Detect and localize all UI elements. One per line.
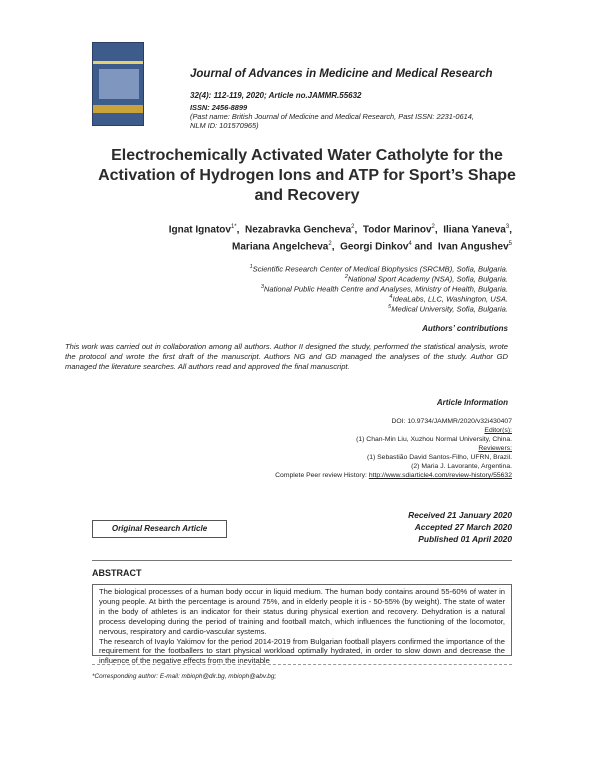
reviewer-entry: (1) Sebastião David Santos-Filho, UFRN, Brazil.: [366, 454, 512, 461]
journal-name: Journal of Advances in Medicine and Medical Research: [190, 68, 493, 80]
article-info-heading: Article Information: [436, 398, 508, 407]
affiliation: $^2$National Sport Academy (NSA), Sofia, Bulgaria.: [344, 274, 508, 284]
author-name: Ignat Ignatov: [168, 224, 231, 236]
review-history-link[interactable]: http://www.sdiarticle4.com/review-history/55632: [368, 472, 512, 479]
contributions-text: This work was carried out in collaboration among all authors. Author II designed the study, performed the statistical analysis, wrote the protocol and wrote the first draft of the manuscript. Authors NG and GD managed the analyses of the study. Author GD managed the literature searches. All authors read and approved the final manuscript.: [65, 342, 508, 371]
doi: DOI: 10.9734/JAMMR/2020/v32i430407: [391, 418, 512, 425]
editors-label: Editor(s):: [484, 427, 512, 434]
author-name: Todor Marinov: [362, 224, 432, 236]
affiliation: $^1$Scientific Research Center of Medical Biophysics (SRCMB), Sofia, Bulgaria.: [249, 264, 508, 274]
footnote-divider: [92, 664, 512, 665]
issn: ISSN: 2456-8899: [190, 103, 248, 112]
divider: [92, 560, 512, 561]
review-history: [240, 472, 512, 481]
abstract-box: [92, 584, 512, 666]
affiliation: $^4$IdeaLabs, LLC, Washington, USA.: [389, 294, 508, 304]
author-name: Ivan Angushev: [437, 241, 509, 253]
accepted-date: Accepted 27 March 2020: [414, 522, 512, 532]
contributions-heading: Authors’ contributions: [422, 324, 508, 333]
published-date: Published 01 April 2020: [418, 534, 512, 544]
reviewer-entry: (2) Maria J. Lavorante, Argentina.: [411, 463, 512, 470]
journal-cover-thumbnail: [92, 42, 144, 126]
volume-line: 32(4): 112-119, 2020; Article no.JAMMR.55632: [190, 91, 362, 100]
paper-title: Electrochemically Activated Water Catholyte for the Activation of Hydrogen Ions and ATP for Sport’s Shape and Recovery: [98, 147, 516, 204]
reviewers-label: Reviewers:: [478, 445, 512, 452]
received-date: Received 21 January 2020: [408, 510, 512, 520]
corresponding-author-footnote: *Corresponding author: E-mail: mbioph@dir.bg, mbioph@abv.bg;: [92, 673, 277, 680]
author-list: Ignat Ignatov$^{1*}$, Nezabravka Gencheva$^2$, Todor Marinov$^2$, Iliana Yaneva$^3$, Mariana Angelcheva$^2$, Georgi Dinkov$^4$ and Ivan Angushev$^5$: [168, 224, 512, 253]
editor-entry: (1) Chan-Min Liu, Xuzhou Normal University, China.: [356, 436, 512, 443]
author-name: Nezabravka Gencheva: [244, 224, 352, 236]
abstract-paragraph: The biological processes of a human body occur in liquid medium. The human body contains around 55-60% of water in young people. At birth the percentage is around 75%, and in elderly people it is - 50-55% (by weight). The state of water in the body of athletes is an indicator for their status during physical exertion and recovery. Dehydration is a natural process developing during the period of training and football match, which influences the functioning of the locomotor, nervous, respiratory and cardio-vascular systems.: [99, 587, 505, 636]
article-type-box: Original Research Article: [92, 520, 227, 538]
affiliation: $^5$Medical University, Sofia, Bulgaria.: [388, 304, 508, 314]
abstract-paragraph: The research of Ivaylo Yakimov for the period 2014-2019 from Bulgarian football players confirmed the importance of the requirement for the footballers to start physical workload optimally hydrated, in order to slow down and decrease the influence of the negative effects from the inevitable: [99, 636, 505, 666]
abstract-heading: ABSTRACT: [92, 568, 142, 578]
nlm-id: NLM ID: 101570965): [190, 121, 259, 130]
affiliation: $^3$National Public Health Centre and Analyses, Ministry of Health, Bulgaria.: [260, 284, 508, 294]
review-history-label: Complete Peer review History:: [275, 472, 367, 479]
author-name: Georgi Dinkov: [340, 241, 409, 253]
author-name: Iliana Yaneva: [443, 224, 506, 236]
past-name: (Past name: British Journal of Medicine and Medical Research, Past ISSN: 2231-0614,: [190, 112, 474, 121]
author-name: Mariana Angelcheva: [232, 241, 329, 253]
